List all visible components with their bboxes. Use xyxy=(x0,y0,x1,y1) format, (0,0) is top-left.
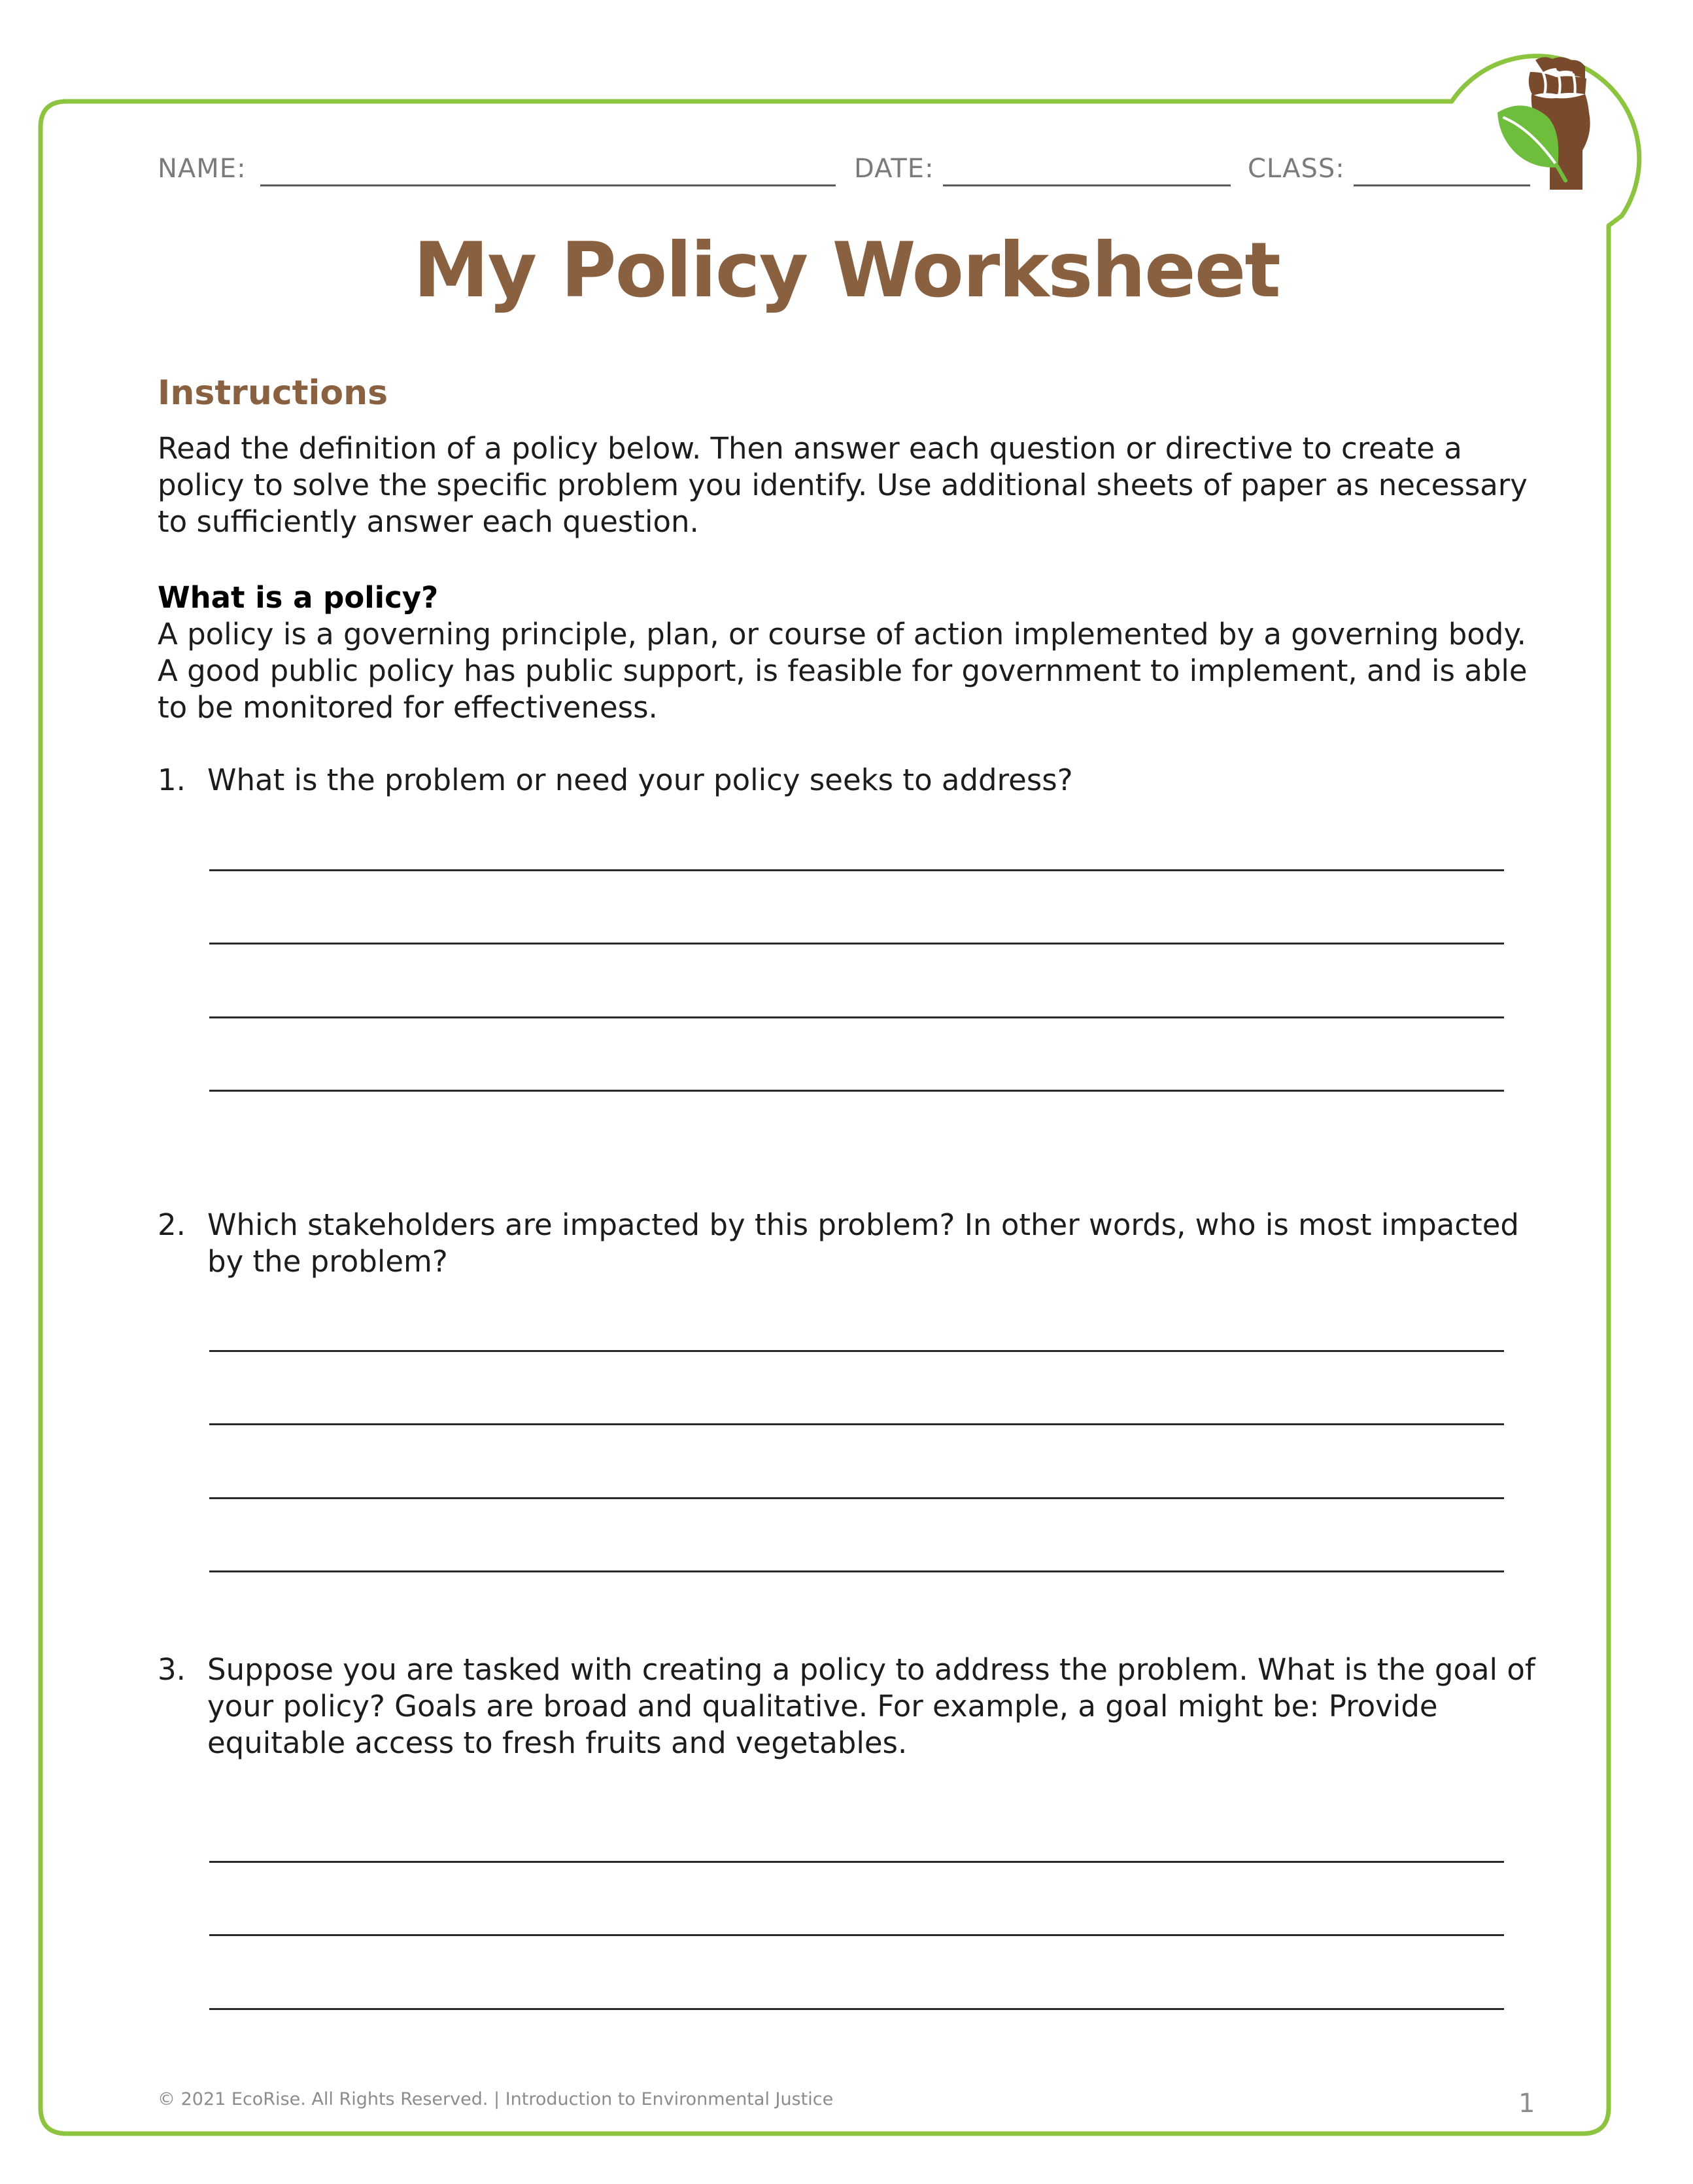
answer-line[interactable] xyxy=(209,869,1504,871)
answer-line[interactable] xyxy=(209,1090,1504,1092)
definition-heading: What is a policy? xyxy=(158,580,439,615)
definition-text: A policy is a governing principle, plan, or course of action implemented by a governing body. A good public policy has public support, is feasible for government to implement, and is able to be monitored for effectiveness. xyxy=(158,617,1528,725)
answer-line[interactable] xyxy=(209,1861,1504,1863)
question-text: Which stakeholders are impacted by this problem? In other words, who is most impacted by the problem? xyxy=(207,1207,1519,1279)
name-field[interactable] xyxy=(260,184,836,186)
date-field[interactable] xyxy=(943,184,1231,186)
question-text: Suppose you are tasked with creating a policy to address the problem. What is the goal of your policy? Goals are broad and qualitative. For example, a goal might be: Provide equitable access to fresh fruits and vegetables. xyxy=(207,1652,1535,1760)
page-number: 1 xyxy=(1518,2089,1535,2119)
answer-line[interactable] xyxy=(209,2008,1504,2010)
class-label: CLASS: xyxy=(1248,154,1345,184)
raised-fist-with-leaf-icon xyxy=(1484,52,1615,196)
answer-line[interactable] xyxy=(209,943,1504,945)
answer-line[interactable] xyxy=(209,1423,1504,1425)
instructions-text: Read the definition of a policy below. Then answer each question or directive to create a policy to solve the specific problem you identify. Use additional sheets of paper as necessary to sufficiently answer each question. xyxy=(158,431,1528,539)
question-number: 2. xyxy=(158,1207,186,1242)
answer-line[interactable] xyxy=(209,1497,1504,1499)
answer-line[interactable] xyxy=(209,1934,1504,1936)
instructions-heading: Instructions xyxy=(158,373,388,413)
question-text: What is the problem or need your policy seeks to address? xyxy=(207,763,1073,797)
question-number: 3. xyxy=(158,1652,186,1687)
question-number: 1. xyxy=(158,763,186,797)
answer-line[interactable] xyxy=(209,1350,1504,1352)
name-label: NAME: xyxy=(158,154,247,184)
class-field[interactable] xyxy=(1354,184,1530,186)
page-title: My Policy Worksheet xyxy=(413,226,1280,315)
date-label: DATE: xyxy=(854,154,934,184)
answer-line[interactable] xyxy=(209,1016,1504,1018)
answer-line[interactable] xyxy=(209,1570,1504,1572)
footer-copyright: © 2021 EcoRise. All Rights Reserved. | Introduction to Environmental Justice xyxy=(158,2089,834,2109)
